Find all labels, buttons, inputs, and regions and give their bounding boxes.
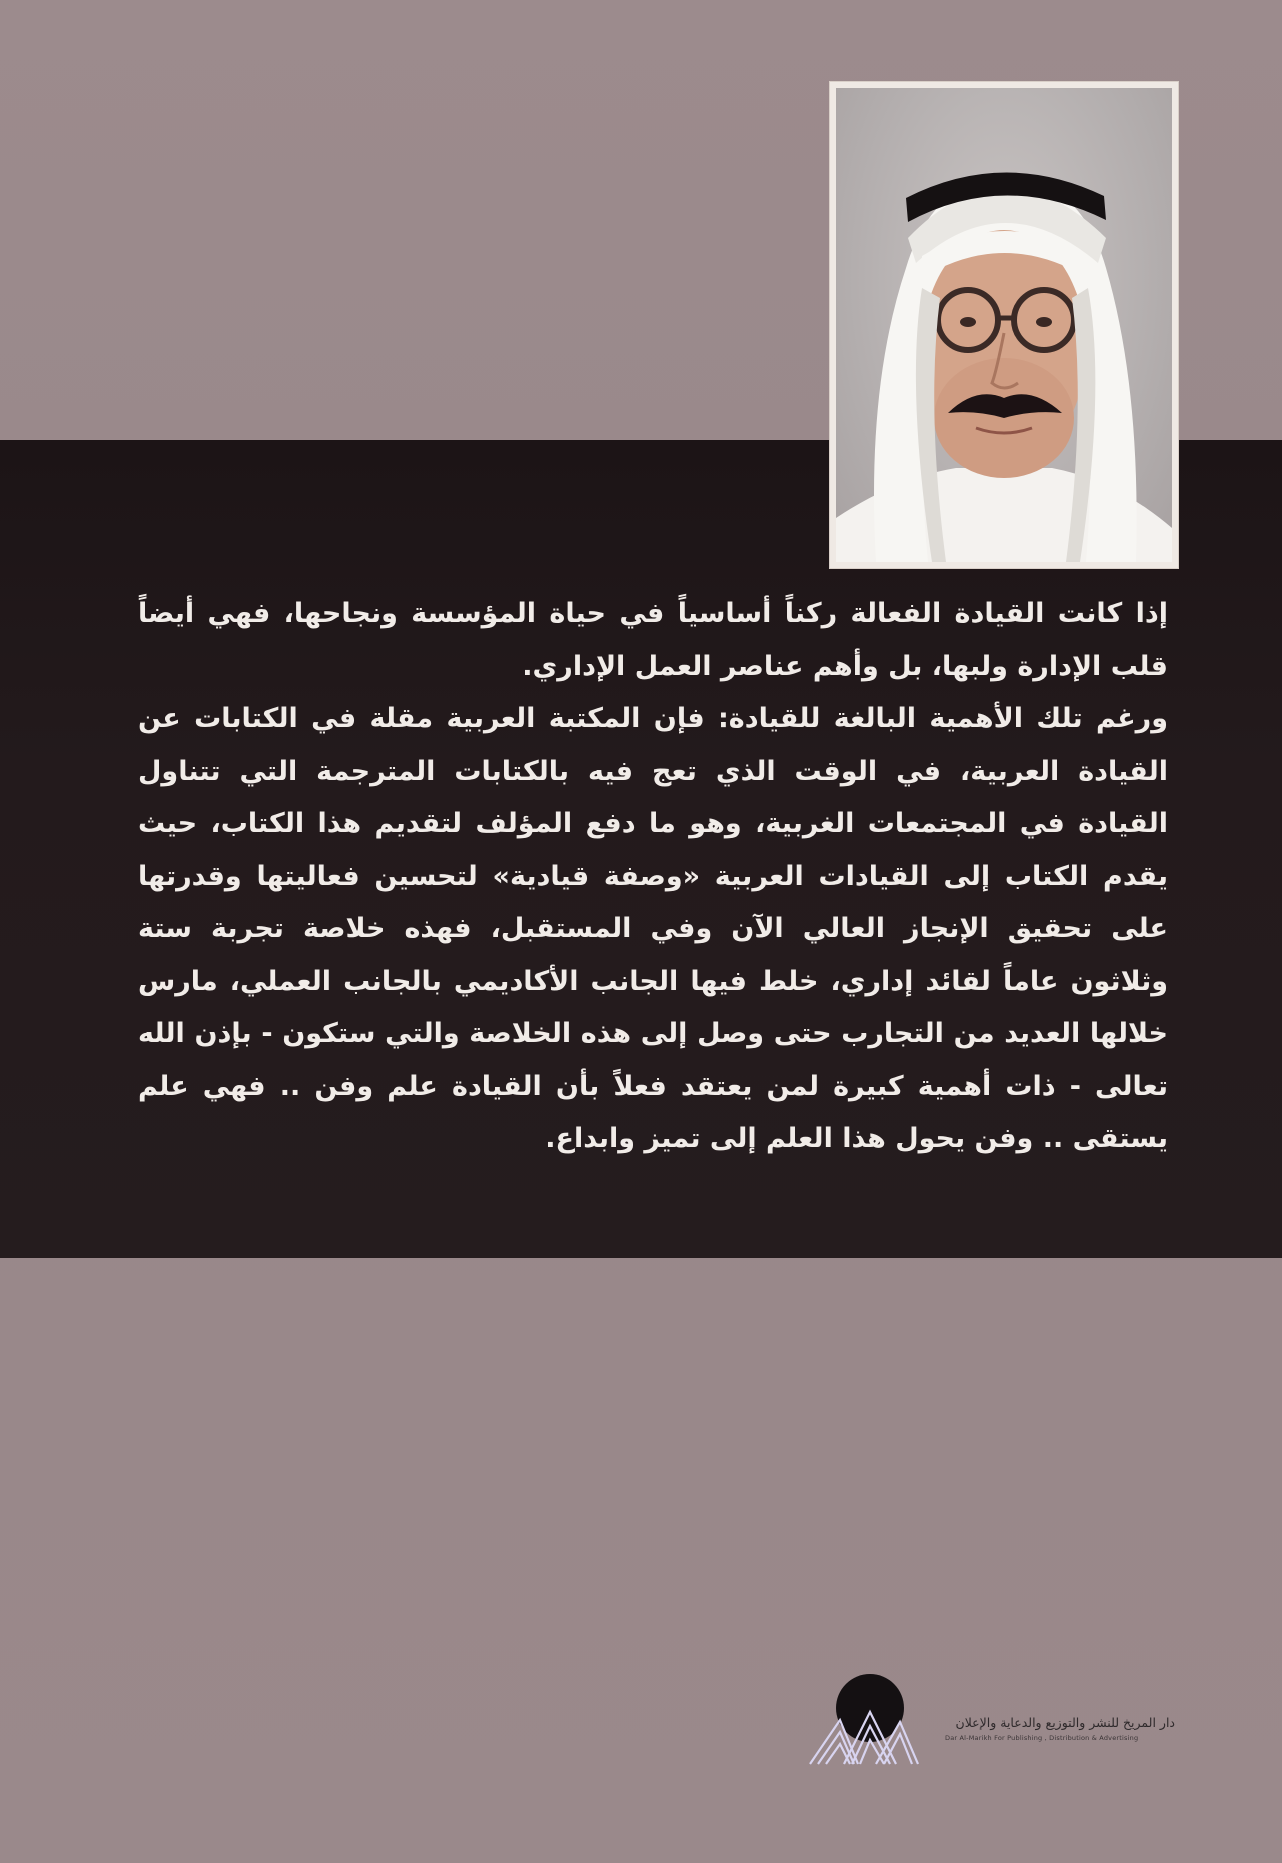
publisher-name-arabic: دار المريخ للنشر والتوزيع والدعاية والإعلان: [955, 1715, 1175, 1730]
back-cover-blurb: [138, 588, 1168, 1166]
blurb-paragraph-1: إذا كانت القيادة الفعالة ركناً أساسياً في حياة المؤسسة ونجاحها، فهي أيضاً قلب الإدارة ولبها، بل وأهم عناصر العمل الإداري.: [138, 598, 1168, 682]
author-photo-frame: [830, 82, 1178, 568]
publisher-logo-icon: [800, 1668, 920, 1768]
publisher-imprint: [800, 1668, 1180, 1768]
blurb-paragraph-2: ورغم تلك الأهمية البالغة للقيادة: فإن المكتبة العربية مقلة في الكتابات عن القيادة العربية، في الوقت الذي تعج فيه بالكتابات المترجمة التي تتناول القيادة في المجتمعات الغربية، وهو ما دفع المؤلف لتقديم هذا الكتاب، حيث يقدم الكتاب إلى القيادات العربية «وصفة قيادية» لتحسين فعاليتها وقدرتها على تحقيق الإنجاز العالي الآن وفي المستقبل، فهذه خلاصة تجربة ستة وثلاثون عاماً لقائد إداري، خلط فيها الجانب الأكاديمي بالجانب العملي، مارس خلالها العديد من التجارب حتى وصل إلى هذه الخلاصة والتي ستكون - بإذن الله تعالى - ذات أهمية كبيرة لمن يعتقد فعلاً بأن القيادة علم وفن .. فهي علم يستقى .. وفن يحول هذا العلم إلى تميز وابداع.: [138, 703, 1168, 1154]
publisher-name-english: Dar Al-Marikh For Publishing , Distribution & Advertising: [945, 1734, 1139, 1742]
author-portrait: [836, 88, 1172, 562]
author-portrait-drawing: [836, 88, 1172, 562]
